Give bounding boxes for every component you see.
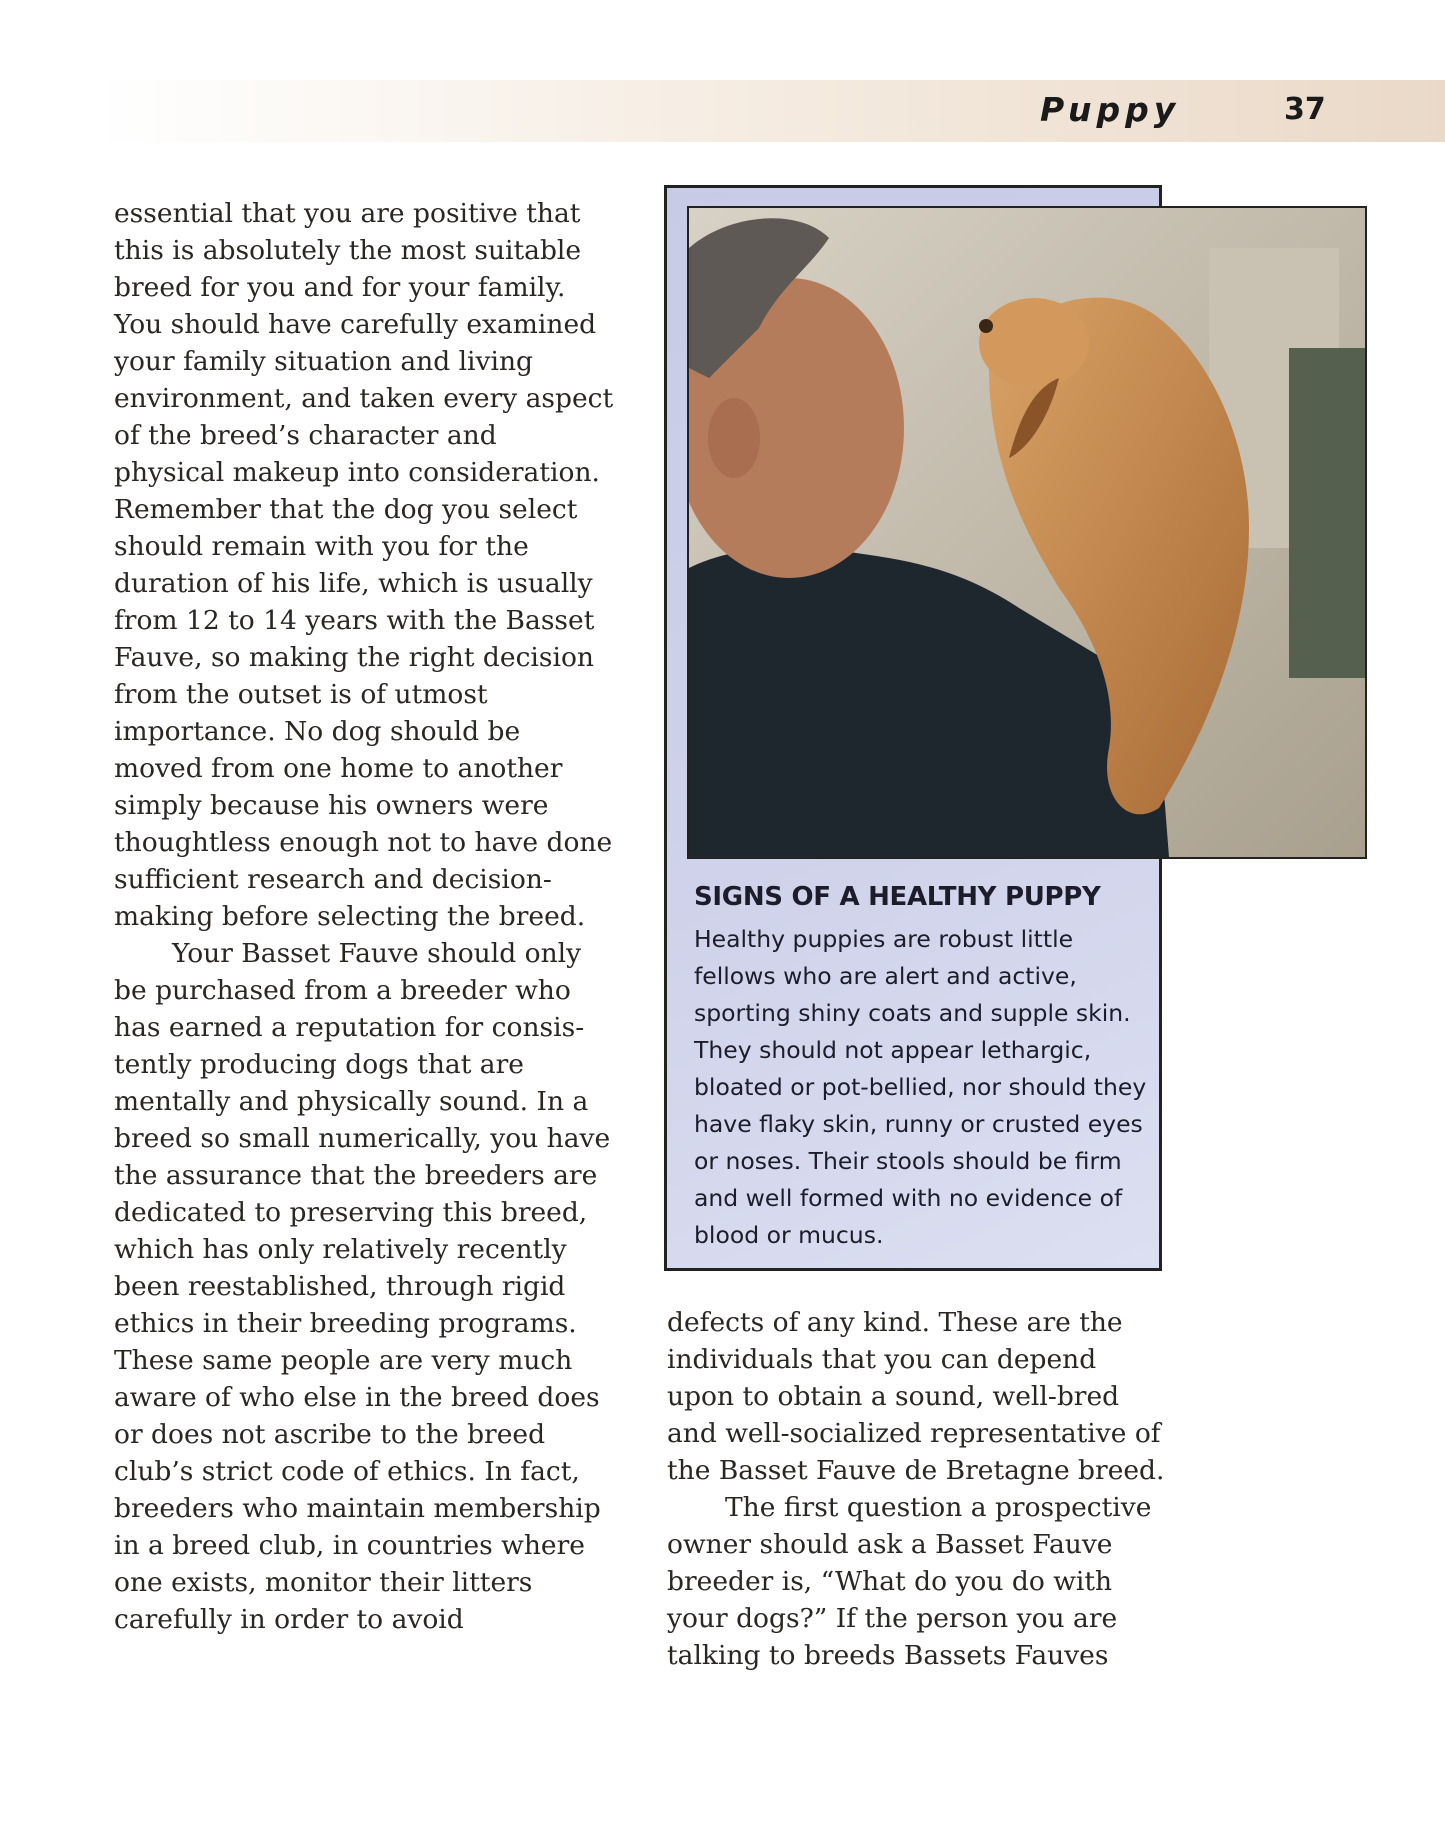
sidebar-body-text: Healthy puppies are robust little fellows who are alert and active, sporting shiny coats and supple skin. They should not appear lethargic, bloated or pot-bellied, nor should they have flaky skin, runny or crusted eyes or noses. Their stools should be firm and well formed with no evidence of blood or mucus. <box>694 925 1147 1249</box>
running-header-band <box>97 80 1445 142</box>
man-holding-puppy-photo <box>687 206 1367 859</box>
running-title: Puppy <box>1040 90 1181 129</box>
left-paragraph-2: Your Basset Fauve should only be purchased from a breeder who has earned a reputation for consistently producing dogs that are mentally and physically sound. In a breed so small numerically, you have the assurance that the breeders are dedicated to preserving this breed, which has only relatively recently been reestablished, through rigid ethics in their breeding programs. These same people are very much aware of who else in the breed does or does not ascribe to the breed club’s strict code of ethics. In fact, breeders who maintain membership in a breed club, in countries where one exists, monitor their litters carefully in order to avoid <box>114 938 611 1635</box>
left-text-column <box>114 195 614 1638</box>
right-paragraph-2: The first question a prospective owner should ask a Basset Fauve breeder is, “What do you do with your dogs?” If the person you are talking to breeds Bassets Fauves <box>667 1492 1152 1671</box>
right-text-column <box>667 1304 1167 1674</box>
sidebar-heading: SIGNS OF A HEALTHY PUPPY <box>694 882 1101 912</box>
page-number: 37 <box>1284 92 1326 127</box>
left-paragraph-1: essential that you are positive that this is absolutely the most suitable breed for you and for your family. You should have carefully examined your family situation and living environment, and taken every aspect of the breed’s character and physical makeup into consideration. Remember that the dog you select should remain with you for the duration of his life, which is usually from 12 to 14 years with the Basset Fauve, so making the right decision from the outset is of utmost importance. No dog should be moved from one home to another simply because his owners were thoughtless enough not to have done sufficient research and decision-making before selecting the breed. <box>114 198 614 932</box>
right-paragraph-1: defects of any kind. These are the individuals that you can depend upon to obtain a sound, well-bred and well-socialized representative of the Basset Fauve de Bretagne breed. <box>667 1307 1165 1486</box>
